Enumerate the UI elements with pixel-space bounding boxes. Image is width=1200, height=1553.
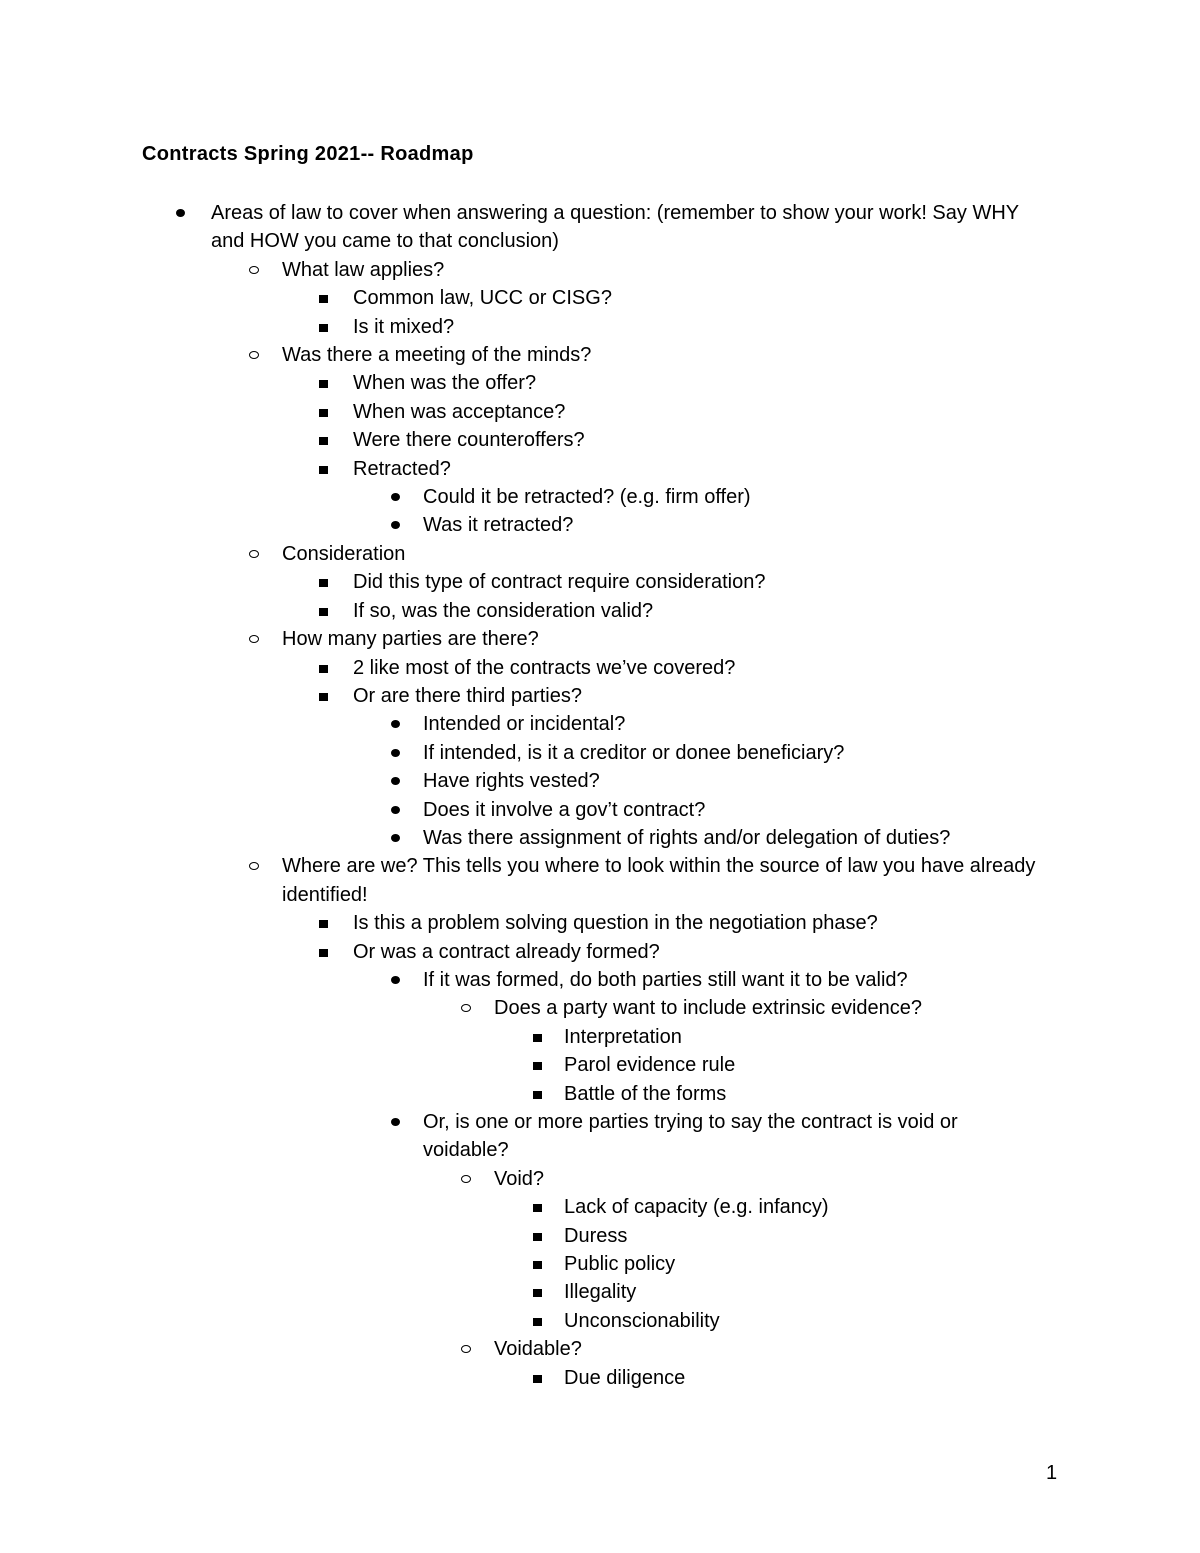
disc-bullet-icon (391, 720, 400, 728)
square-bullet-icon (533, 1261, 542, 1269)
outline-item-text: Or are there third parties? (353, 684, 582, 707)
outline-item-text: When was the offer? (353, 372, 537, 395)
outline-item (0, 540, 1042, 568)
outline-item (0, 1108, 1043, 1165)
outline-item-text: Where are we? This tells you where to look within the source of law you have already identified! (282, 855, 1036, 906)
outline-item-text: Were there counteroffers? (353, 429, 585, 452)
outline-item-text: Unconscionability (564, 1309, 720, 1332)
outline-item-text: When was acceptance? (353, 400, 566, 423)
outline-item (0, 398, 1043, 426)
outline-item (0, 426, 1043, 454)
outline-item-text: If intended, is it a creditor or donee beneficiary? (423, 741, 845, 764)
outline-item (0, 767, 1043, 795)
square-bullet-icon (319, 949, 328, 957)
outline-item-text: Did this type of contract require consideration? (353, 571, 766, 594)
square-bullet-icon (533, 1034, 542, 1042)
outline-item (0, 938, 1043, 966)
outline-item (0, 313, 1043, 341)
outline-item-text: Lack of capacity (e.g. infancy) (564, 1196, 829, 1219)
disc-bullet-icon (391, 976, 400, 984)
outline-item (0, 1250, 1044, 1278)
outline-item-text: Parol evidence rule (564, 1054, 736, 1077)
circle-bullet-icon (249, 635, 259, 643)
outline-item-text: What law applies? (282, 258, 445, 281)
outline-item-text: Or was a contract already formed? (353, 940, 660, 963)
outline-item-text: Does it involve a gov’t contract? (423, 798, 706, 821)
outline-item-text: Void? (494, 1167, 545, 1190)
outline-item (0, 1335, 1044, 1363)
outline-item-text: Or, is one or more parties trying to say the contract is void or voidable? (423, 1111, 958, 1162)
outline-item (0, 796, 1043, 824)
square-bullet-icon (319, 380, 328, 388)
square-bullet-icon (319, 437, 328, 445)
outline-item (0, 1051, 1044, 1079)
square-bullet-icon (533, 1204, 542, 1212)
outline-item-text: Could it be retracted? (e.g. firm offer) (423, 486, 751, 509)
outline-item (0, 1278, 1044, 1306)
outline-item (0, 284, 1043, 312)
outline-item-text: 2 like most of the contracts we’ve covered? (353, 656, 736, 679)
outline-item-text: Voidable? (494, 1338, 582, 1361)
disc-bullet-icon (391, 493, 400, 501)
outline-item-text: Illegality (564, 1281, 637, 1304)
square-bullet-icon (533, 1375, 542, 1383)
outline-item (0, 1364, 1044, 1392)
outline-item-text: Interpretation (564, 1025, 682, 1048)
outline-item-text: Was there a meeting of the minds? (282, 344, 592, 367)
outline-item (0, 199, 1041, 256)
outline-item-text: Does a party want to include extrinsic evidence? (494, 997, 923, 1020)
circle-bullet-icon (249, 550, 259, 558)
outline-item (0, 909, 1043, 937)
disc-bullet-icon (391, 834, 400, 842)
outline-item-text: Duress (564, 1224, 628, 1247)
square-bullet-icon (319, 324, 328, 332)
circle-bullet-icon (249, 351, 259, 359)
outline-item-text: Is this a problem solving question in the negotiation phase? (353, 912, 878, 935)
circle-bullet-icon (461, 1345, 471, 1353)
outline-item (0, 625, 1042, 653)
outline-item (0, 483, 1043, 511)
outline-item (0, 682, 1043, 710)
outline-item-text: If it was formed, do both parties still want it to be valid? (423, 968, 908, 991)
square-bullet-icon (319, 665, 328, 673)
document-title: Contracts Spring 2021-- Roadmap (142, 143, 474, 165)
outline-item-text: Due diligence (564, 1366, 686, 1389)
outline-item-text: Was there assignment of rights and/or delegation of duties? (423, 826, 951, 849)
square-bullet-icon (319, 608, 328, 616)
disc-bullet-icon (391, 521, 400, 529)
outline-item (0, 710, 1043, 738)
outline-item (0, 1222, 1044, 1250)
square-bullet-icon (533, 1318, 542, 1326)
outline-item (0, 1193, 1044, 1221)
outline-item (0, 1023, 1044, 1051)
square-bullet-icon (319, 295, 328, 303)
outline-item-text: Have rights vested? (423, 770, 600, 793)
disc-bullet-icon (391, 777, 400, 785)
outline-item-text: Consideration (282, 542, 406, 565)
outline-item (0, 1080, 1044, 1108)
outline-item (0, 369, 1043, 397)
outline-item (0, 739, 1043, 767)
outline-item (0, 654, 1043, 682)
square-bullet-icon (533, 1289, 542, 1297)
roadmap-outline (0, 199, 1200, 1392)
outline-item (0, 852, 1042, 909)
outline-item (0, 966, 1043, 994)
outline-item (0, 511, 1043, 539)
outline-item-text: Common law, UCC or CISG? (353, 287, 612, 310)
outline-item (0, 824, 1043, 852)
square-bullet-icon (533, 1233, 542, 1241)
outline-item-text: Areas of law to cover when answering a question: (remember to show your work! Say WHY and HOW you came to that conclusion) (211, 202, 1019, 253)
square-bullet-icon (319, 920, 328, 928)
outline-item (0, 994, 1044, 1022)
circle-bullet-icon (249, 266, 259, 274)
outline-item-text: Was it retracted? (423, 514, 574, 537)
outline-item-text: Is it mixed? (353, 315, 455, 338)
outline-item (0, 455, 1043, 483)
square-bullet-icon (319, 466, 328, 474)
square-bullet-icon (319, 409, 328, 417)
outline-item-text: Battle of the forms (564, 1082, 727, 1105)
outline-item-text: Retracted? (353, 457, 451, 480)
disc-bullet-icon (391, 806, 400, 814)
outline-item (0, 568, 1043, 596)
square-bullet-icon (319, 693, 328, 701)
circle-bullet-icon (461, 1175, 471, 1183)
square-bullet-icon (319, 579, 328, 587)
disc-bullet-icon (391, 1118, 400, 1126)
page-number: 1 (1046, 1462, 1058, 1484)
circle-bullet-icon (461, 1004, 471, 1012)
circle-bullet-icon (249, 862, 259, 870)
outline-item-text: How many parties are there? (282, 628, 539, 651)
outline-item (0, 256, 1042, 284)
square-bullet-icon (533, 1062, 542, 1070)
outline-item (0, 341, 1042, 369)
square-bullet-icon (533, 1091, 542, 1099)
outline-item (0, 1307, 1044, 1335)
outline-item-text: If so, was the consideration valid? (353, 599, 654, 622)
outline-item-text: Public policy (564, 1253, 676, 1276)
disc-bullet-icon (391, 749, 400, 757)
outline-item (0, 1165, 1044, 1193)
outline-item-text: Intended or incidental? (423, 713, 626, 736)
outline-item (0, 597, 1043, 625)
disc-bullet-icon (176, 209, 185, 217)
